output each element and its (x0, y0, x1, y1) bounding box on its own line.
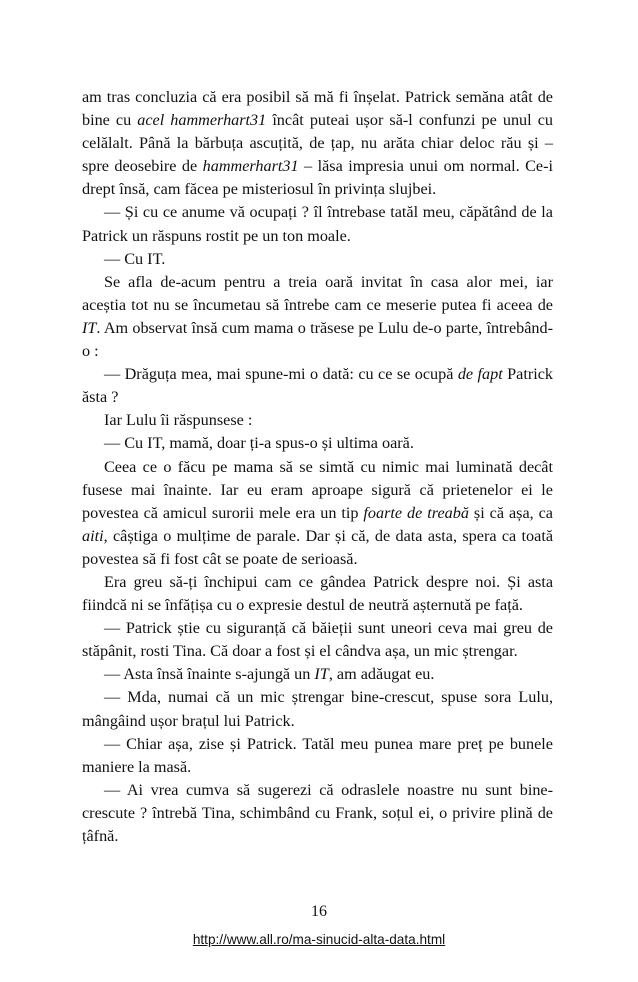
text-paragraph (82, 432, 553, 455)
text-paragraph (82, 663, 553, 686)
text-run: , câștiga o mulțime de parale. Dar și că, de data asta, spera ca toată povestea să fi fost cât se poate de serioasă. (82, 526, 553, 568)
text-paragraph (82, 248, 553, 271)
text-run: și că așa, ca (468, 503, 553, 522)
text-run: — Și cu ce anume vă ocupați ? îl întrebase tatăl meu, căpătând de la Patrick un răspuns rostit pe un ton moale. (82, 203, 553, 245)
text-run: Era greu să-ți închipui cam ce gândea Patrick despre noi. Și asta fiindcă ni se înfățișa cu o expresie destul de neutră așternută pe față. (82, 572, 553, 615)
text-paragraph (82, 571, 553, 617)
text-run: — Asta însă înainte s-ajungă un (104, 665, 315, 684)
page-number: 16 (311, 903, 327, 920)
italic-text-run: hammerhart31 (202, 157, 299, 176)
italic-text-run: foarte de treabă (363, 503, 469, 522)
text-run: Se afla de-acum pentru a treia oară invitat în casa alor mei, iar aceștia tot nu se încumetau să întrebe cam ce meserie putea fi aceea de (82, 272, 553, 314)
text-run: încât puteai ușor să-l confunzi pe unul cu celălalt. Până la bărbuța ascuțită, de țap, nu arăta chiar deloc rău și – spre deosebire de (82, 111, 553, 176)
text-run: — Cu IT. (104, 249, 166, 268)
text-run: Ceea ce o făcu pe mama să se simtă cu nimic mai luminată decât fusese mai înainte. Iar eu eram aproape sigură că prietenelor ei le povestea că amicul surorii mele era un tip (82, 457, 553, 522)
text-run: – lăsa impresia unui om normal. Ce-i drept însă, cam făcea pe misteriosul în privința slujbei. (82, 157, 553, 199)
text-paragraph (82, 686, 553, 732)
text-paragraph (82, 617, 553, 663)
text-run: , am adăugat eu. (328, 665, 435, 684)
text-run: . Am observat însă cum mama o trăsese pe Lulu de-o parte, întrebând-o : (82, 318, 553, 361)
text-run: — Patrick știe cu siguranță că băieții sunt uneori ceva mai greu de stăpânit, rosti Tina. Că doar a fost și el cândva așa, un mic ștrengar. (82, 619, 553, 661)
text-run: — Drăguța mea, mai spune-mi o dată: cu ce se ocupă (104, 365, 458, 384)
text-run: — Chiar așa, zise și Patrick. Tatăl meu punea mare preț pe bunele maniere la masă. (82, 734, 553, 776)
text-paragraph (82, 201, 553, 247)
page-body-text (82, 86, 553, 848)
italic-text-run: IT (82, 318, 97, 337)
text-run: — Mda, numai că un mic ștrengar bine-crescut, spuse sora Lulu, mângâind ușor brațul lui Patrick. (82, 688, 553, 730)
italic-text-run: de fapt (457, 365, 503, 384)
text-paragraph (82, 363, 553, 409)
footer-source-link[interactable]: http://www.all.ro/ma-sinucid-alta-data.html (192, 932, 446, 947)
text-run: — Ai vrea cumva să sugerezi că odraslele noastre nu sunt bine-crescute ? întrebă Tina, schimbând cu Frank, soțul ei, o privire plină de țâfnă. (82, 780, 553, 845)
italic-text-run: IT (314, 665, 329, 684)
text-run: Iar Lulu îi răspunsese : (104, 411, 253, 430)
text-paragraph (82, 456, 553, 571)
text-run: Patrick ăsta ? (82, 365, 553, 407)
italic-text-run: acel hammerhart31 (137, 111, 267, 130)
text-paragraph (82, 779, 553, 848)
text-paragraph (82, 733, 553, 779)
text-paragraph (82, 271, 553, 363)
italic-text-run: aiti (82, 526, 104, 545)
text-run: am tras concluzia că era posibil să mă fi înșelat. Patrick semăna atât de bine cu (82, 88, 553, 130)
text-paragraph (82, 409, 553, 432)
text-run: — Cu IT, mamă, doar ți-a spus-o și ultima oară. (104, 434, 414, 453)
text-paragraph (82, 86, 553, 201)
